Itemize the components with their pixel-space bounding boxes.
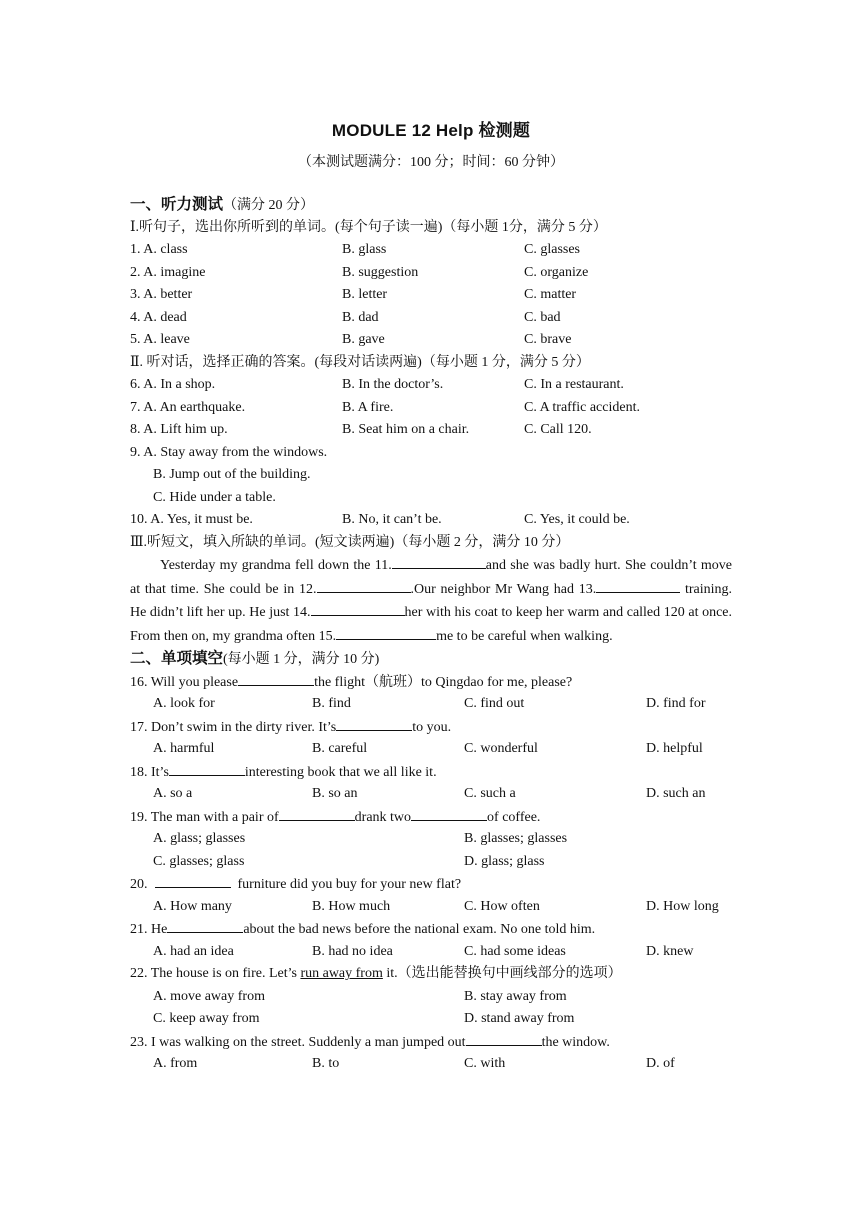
option-d: D. stand away from: [464, 1011, 575, 1027]
question-row: [130, 374, 732, 397]
passage-text: Yesterday my grandma fell down the 11.: [160, 558, 392, 573]
question-stem: 9. A. Stay away from the windows.: [130, 444, 328, 460]
option-c: C. find out: [464, 696, 525, 712]
passage-text: her with his coat to keep her warm and called 120 at once. From then on, my grandma often 15.: [130, 605, 733, 644]
stem-text: 20.: [130, 877, 148, 893]
option-b: B. How much: [312, 898, 391, 914]
section-note: （满分 20 分）: [223, 198, 315, 213]
answer-blank[interactable]: [411, 806, 487, 821]
option-c: C. keep away from: [153, 1011, 260, 1027]
question-row: [130, 307, 732, 330]
option-d: D. find for: [646, 696, 706, 712]
option-c: C. glasses; glass: [153, 853, 245, 869]
answer-blank[interactable]: [155, 873, 231, 888]
options-row: [130, 738, 732, 761]
option-b: B. In the doctor’s.: [342, 377, 444, 392]
answer-blank[interactable]: [466, 1031, 542, 1046]
option-d: D. glass; glass: [464, 853, 545, 869]
blank-11[interactable]: [392, 554, 486, 569]
passage-text: me to be careful when walking.: [436, 628, 613, 644]
stem-text: 22. The house is on fire. Let’s: [130, 966, 301, 982]
section-heading: 二、单项填空: [130, 650, 224, 668]
stem-text: about the bad news before the national exam. No one told him.: [243, 922, 596, 938]
option-a: A. How many: [153, 898, 232, 914]
option-c: C. bad: [524, 309, 561, 325]
options-row: [130, 851, 732, 874]
stem-text: interesting book that we all like it.: [244, 764, 437, 780]
question-row: [130, 262, 732, 285]
stem-text: drank two: [354, 809, 412, 825]
stem-text: 18. It’s: [130, 764, 169, 780]
option-a: A. had an idea: [153, 943, 234, 959]
blank-15[interactable]: [336, 625, 436, 640]
options-row: [130, 986, 732, 1009]
option-c: C. Call 120.: [524, 422, 592, 437]
blank-12[interactable]: [317, 578, 411, 593]
option-d: D. knew: [646, 943, 694, 959]
option-a: 8. A. Lift him up.: [130, 422, 228, 437]
stem-text: 23. I was walking on the street. Suddenly a man jumped out: [130, 1034, 466, 1050]
question-stem: [130, 761, 732, 784]
question-stem: [130, 873, 732, 896]
option-c: C. Hide under a table.: [153, 489, 276, 505]
option-b: B. so an: [312, 786, 358, 802]
option-d: D. such an: [646, 786, 706, 802]
option-d: D. helpful: [646, 741, 703, 757]
option-a: 4. A. dead: [130, 309, 187, 325]
option-c: C. glasses: [524, 242, 580, 257]
option-c: C. organize: [524, 264, 589, 280]
option-b: B. careful: [312, 741, 368, 757]
stem-text: the window.: [541, 1034, 610, 1050]
page-title: MODULE 12 Help 检测题: [331, 121, 531, 140]
option-b: B. stay away from: [464, 988, 567, 1004]
option-c: C. had some ideas: [464, 943, 566, 959]
option-b: B. A fire.: [342, 399, 394, 415]
option-c: C. Yes, it could be.: [524, 512, 630, 527]
page-subtitle: （本测试题满分：100 分；时间：60 分钟）: [298, 155, 564, 170]
question-row: [130, 509, 732, 532]
answer-blank[interactable]: [336, 716, 412, 731]
options-row: [130, 1053, 732, 1076]
option-b: B. No, it can’t be.: [342, 512, 442, 527]
options-row: [130, 1008, 732, 1031]
question-stem: [130, 671, 732, 694]
option-a: 1. A. class: [130, 242, 188, 257]
option-a: A. from: [153, 1056, 198, 1072]
option-b: B. Jump out of the building.: [153, 467, 311, 482]
stem-text: 16. Will you please: [130, 674, 239, 690]
options-row: [130, 896, 732, 919]
answer-blank[interactable]: [167, 918, 243, 933]
question-stem: [130, 963, 732, 986]
passage-text: training. He didn’t lift her up. He just 14.: [130, 581, 733, 621]
option-c: C. A traffic accident.: [524, 399, 640, 415]
option-a: 6. A. In a shop.: [130, 377, 216, 392]
option-c: C. In a restaurant.: [524, 377, 624, 392]
option-a: 5. A. leave: [130, 332, 190, 347]
option-b: B. glass: [342, 242, 387, 257]
option-a: A. glass; glasses: [153, 831, 246, 847]
option-a: 7. A. An earthquake.: [130, 399, 246, 415]
question-stem: [130, 918, 732, 941]
question-stem: [130, 806, 732, 829]
option-c: C. matter: [524, 287, 577, 302]
stem-text: it.（选出能替换句中画线部分的选项）: [382, 966, 622, 982]
option-b: B. letter: [342, 287, 388, 302]
option-d: D. of: [646, 1056, 675, 1072]
option-c: C. with: [464, 1056, 506, 1072]
options-row: [130, 783, 732, 806]
question-row: [130, 419, 732, 442]
worksheet-body: [130, 194, 732, 1076]
answer-blank[interactable]: [169, 761, 245, 776]
option-b: B. glasses; glasses: [464, 831, 568, 847]
option-c: C. such a: [464, 786, 516, 802]
question-stem: [130, 716, 732, 739]
question-row: [130, 239, 732, 262]
question-stem: [130, 1031, 732, 1054]
section-heading: 一、听力测试: [130, 196, 224, 213]
option-a: A. look for: [153, 696, 215, 712]
option-a: 3. A. better: [130, 287, 193, 302]
option-b: B. dad: [342, 309, 379, 325]
option-b: B. find: [312, 696, 351, 712]
option-b: B. to: [312, 1056, 340, 1072]
section-listening-heading: [130, 194, 732, 217]
stem-text: to you.: [412, 719, 452, 735]
option-b: B. had no idea: [312, 943, 393, 959]
options-row: [130, 693, 732, 716]
option-b: B. gave: [342, 332, 385, 347]
option-c: C. brave: [524, 332, 572, 347]
answer-blank[interactable]: [238, 671, 314, 686]
answer-blank[interactable]: [279, 806, 355, 821]
passage-text: and she was badly hurt. She couldn’t move at that time. She could be in 12.: [130, 558, 733, 597]
stem-text: 21. He: [130, 922, 168, 938]
option-a: A. move away from: [153, 988, 265, 1004]
options-row: [130, 828, 732, 851]
option-b: B. suggestion: [342, 264, 419, 280]
option-c: C. wonderful: [464, 741, 538, 757]
stem-text: furniture did you buy for your new flat?: [237, 877, 462, 893]
blank-13[interactable]: [596, 578, 680, 593]
stem-text: 19. The man with a pair of: [130, 809, 279, 825]
passage-text: .Our neighbor Mr Wang had 13.: [410, 581, 597, 597]
stem-text: the flight（航班）to Qingdao for me, please?: [314, 674, 573, 690]
section-choice-heading: [130, 648, 732, 671]
option-a: A. so a: [153, 786, 193, 802]
question-row: [130, 397, 732, 420]
question-row: [130, 329, 732, 352]
options-row: [130, 941, 732, 964]
stem-text: of coffee.: [487, 809, 541, 825]
part2-title: Ⅱ. 听对话，选择正确的答案。(每段对话读两遍)（每小题 1 分，满分 5 分）: [130, 354, 590, 370]
option-b: B. Seat him on a chair.: [342, 422, 470, 437]
option-a: 10. A. Yes, it must be.: [130, 512, 253, 527]
option-a: 2. A. imagine: [130, 264, 206, 280]
part1-title: Ⅰ.听句子，选出你所听到的单词。(每个句子读一遍)（每小题 1分，满分 5 分）: [130, 219, 607, 235]
passage: [130, 554, 732, 648]
stem-text: 17. Don’t swim in the dirty river. It’s: [130, 719, 337, 735]
section-note: (每小题 1 分，满分 10 分): [223, 652, 380, 668]
part3-title: Ⅲ.听短文，填入所缺的单词。(短文读两遍)（每小题 2 分，满分 10 分）: [130, 534, 570, 550]
underlined-phrase: run away from: [300, 966, 383, 982]
option-d: D. How long: [646, 898, 719, 914]
option-c: C. How often: [464, 898, 540, 914]
option-a: A. harmful: [153, 741, 215, 757]
question-row: [130, 284, 732, 307]
blank-14[interactable]: [311, 601, 405, 616]
